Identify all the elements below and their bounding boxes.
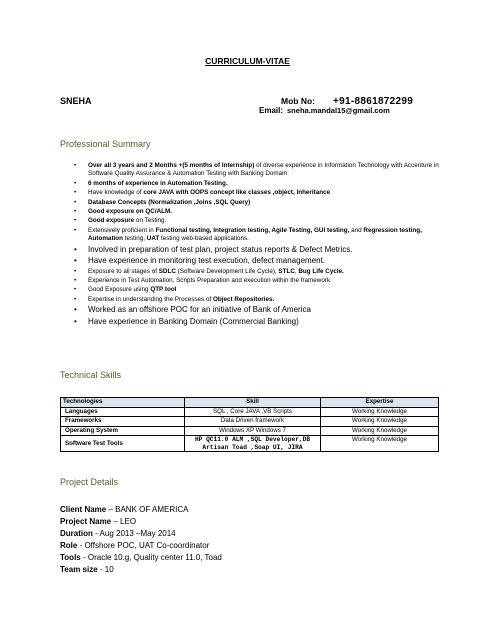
table-cell: Working Knowledge (321, 436, 439, 452)
role-value: - Offshore POC, UAT Co-coordinator (77, 541, 210, 550)
technical-skills-heading: Technical Skills (60, 370, 122, 380)
table-row (61, 436, 439, 452)
summary-item: • Exposure to all stages of SDLC (Software Development Life Cycle), STLC, Bug Life Cycle. (74, 268, 444, 276)
summary-item: • Good exposure on Testing. (74, 217, 444, 225)
duration-value: - Aug 2013 –May 2014 (92, 529, 176, 538)
summary-item: • Involved in preparation of test plan, project status reports & Defect Metrics. (74, 245, 444, 256)
table-row (61, 426, 439, 436)
column-header: Skill (185, 398, 321, 408)
duration-line (60, 528, 176, 540)
table-cell: Software Test Tools (61, 436, 185, 452)
project-name-label: Project Name (60, 517, 112, 526)
table-cell: Languages (61, 407, 185, 417)
skills-table (60, 397, 439, 452)
skills-header-row (61, 398, 439, 408)
table-row (61, 407, 439, 417)
summary-item: • 6 months of experience in Automation Testing. (74, 180, 444, 188)
document-title: CURRICULUM-VITAE (205, 56, 290, 66)
team-size-line (60, 564, 114, 576)
summary-item: • Expertise in understanding the Processes of Object Repositories. (74, 296, 444, 304)
tools-line (60, 552, 222, 564)
table-cell: Operating System (61, 426, 185, 436)
table-row (61, 417, 439, 427)
summary-item: • Have experience in monitoring test execution, defect management. (74, 256, 444, 267)
project-name-line (60, 516, 136, 528)
email-line (259, 106, 390, 115)
team-size-label: Team size (60, 565, 98, 574)
summary-list (74, 162, 444, 328)
summary-item: • Good exposure on QC/ALM. (74, 208, 444, 216)
role-label: Role (60, 541, 78, 550)
column-header: Expertise (321, 398, 439, 408)
table-cell: Working Knowledge (321, 417, 439, 427)
tools-value: - Oracle 10.g, Quality center 11.0, Toad (80, 553, 222, 562)
team-size-value: - 10 (97, 565, 114, 574)
role-line (60, 540, 209, 552)
column-header: Technologies (61, 398, 185, 408)
summary-item: • Over all 3 years and 2 Months +(5 months of Internship) of diverse experience in Information Technology with Accenture in Software Quality Assurance & Automation Testing with Banking Domain (74, 162, 444, 179)
summary-item: • Extensively proficient in Functional testing, Integration testing, Agile Testing, GUI testing, and Regression testing, Automation testing, UAT testing web-based applications. (74, 227, 444, 244)
email-address[interactable]: sneha.mandal15@gmail.com (287, 106, 390, 115)
table-cell: Working Knowledge (321, 426, 439, 436)
summary-item: • Worked as an offshore POC for an initiative of Bank of America (74, 305, 444, 316)
summary-item: • Experience in Test Automation, Scripts Preparation and execution within the framework (74, 277, 444, 285)
table-cell: HP QC11.0 ALM ,SQL Developer,DB Artisan Toad ,Soap UI, JIRA (185, 436, 321, 452)
client-name-line (60, 504, 188, 516)
project-name-value: – LEO (111, 517, 137, 526)
summary-item: • Good Exposure using QTP tool (74, 286, 444, 294)
project-details-heading: Project Details (60, 477, 119, 487)
professional-summary-heading: Professional Summary (60, 139, 151, 149)
tools-label: Tools (60, 553, 81, 562)
email-label: Email: (259, 106, 284, 115)
table-cell: Frameworks (61, 417, 185, 427)
summary-item: • Database Concepts (Normalization ,Joins ,SQL Query) (74, 199, 444, 207)
summary-item: • Have knowledge of core JAVA with OOPS concept like classes ,object, Inheritance (74, 189, 444, 197)
mobile-label: Mob No: (281, 96, 315, 106)
candidate-name: SNEHA (60, 96, 92, 106)
duration-label: Duration (60, 529, 93, 538)
table-cell: Working Knowledge (321, 407, 439, 417)
mobile-number: +91-8861872299 (333, 96, 414, 107)
summary-item: • Have experience in Banking Domain (Commercial Banking) (74, 317, 444, 328)
table-cell: SQL , Core JAVA ,VB Scripts (185, 407, 321, 417)
table-cell: Data Driven framework (185, 417, 321, 427)
client-name-value: – BANK OF AMERICA (106, 505, 189, 514)
client-name-label: Client Name (60, 505, 107, 514)
table-cell: Windows XP Windows 7 (185, 426, 321, 436)
